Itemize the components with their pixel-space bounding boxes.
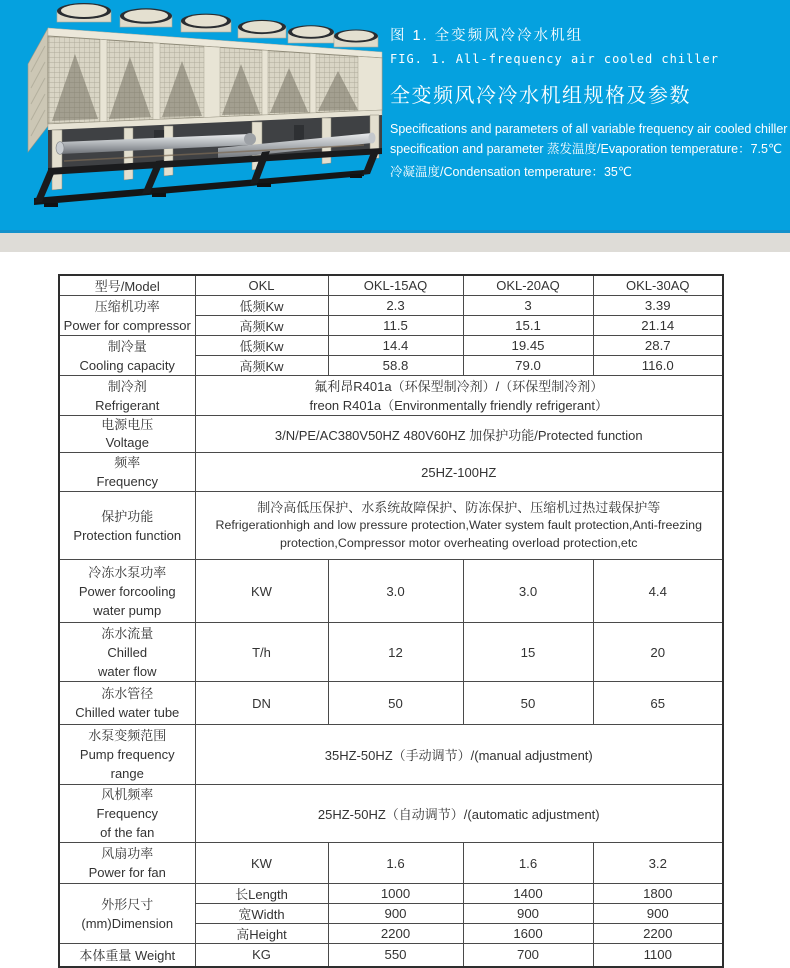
unit-length: 长Length [195,884,328,904]
cell-value: 15 [463,623,593,682]
label-fan-power: 风扇功率 Power for fan [59,843,195,884]
unit-height: 高Height [195,924,328,944]
table-row-header [59,275,723,296]
label-frequency: 频率 Frequency [59,453,195,492]
table-row-weight [59,944,723,967]
unit-kw: KW [195,843,328,884]
cell-voltage-value: 3/N/PE/AC380V50HZ 480V60HZ 加保护功能/Protected function [195,416,723,453]
cell-value: 15.1 [463,316,593,336]
table-row-protection [59,492,723,560]
subtitle-line-1: Specifications and parameters of all variable frequency air cooled chiller [390,122,788,136]
cell-value: 21.14 [593,316,723,336]
cell-value: 19.45 [463,336,593,356]
cell-value: 65 [593,682,723,725]
cell-fan-freq-value: 25HZ-50HZ（自动调节）/(automatic adjustment) [195,785,723,843]
cell-value: 1.6 [328,843,463,884]
hero-text-block [390,24,787,182]
subtitle-line-3: 冷凝温度/Condensation temperature：35℃ [390,165,632,179]
label-water-tube: 冻水管径 Chilled water tube [59,682,195,725]
subtitle-line-2: specification and parameter 蒸发温度/Evaporation temperature：7.5℃ [390,142,782,156]
label-dimension: 外形尺寸 (mm)Dimension [59,884,195,944]
label-pump-freq: 水泵变频范围 Pump frequency range [59,725,195,785]
header-model-okl15aq: OKL-15AQ [328,275,463,296]
unit-high-freq: 高频Kw [195,356,328,376]
cell-value: 11.5 [328,316,463,336]
cell-value: 550 [328,944,463,967]
cell-frequency-value: 25HZ-100HZ [195,453,723,492]
figure-caption-en: FIG. 1. All-frequency air cooled chiller [390,52,719,66]
table-row-cooling-low [59,336,723,356]
chiller-product-image [4,2,392,228]
cell-value: 116.0 [593,356,723,376]
unit-low-freq: 低频Kw [195,296,328,316]
header-model-okl20aq: OKL-20AQ [463,275,593,296]
cell-value: 1100 [593,944,723,967]
figure-caption-cn: 图 1. 全变频风冷冷水机组 [390,28,584,44]
spec-table [58,274,724,968]
page-title: 全变频风冷冷水机组规格及参数 [390,85,691,107]
unit-kg: KG [195,944,328,967]
cell-value: 1.6 [463,843,593,884]
cell-value: 1600 [463,924,593,944]
cell-value: 3.2 [593,843,723,884]
unit-dn: DN [195,682,328,725]
cell-value: 900 [593,904,723,924]
label-protection: 保护功能 Protection function [59,492,195,560]
cell-value: 58.8 [328,356,463,376]
cell-value: 12 [328,623,463,682]
table-row-compressor-low [59,296,723,316]
table-row-frequency [59,453,723,492]
cell-value: 50 [328,682,463,725]
cell-refrigerant-value: 氟利昂R401a（环保型制冷剂）/（环保型制冷剂） freon R401a（Environmentally friendly refrigerant） [195,376,723,416]
cell-value: 3.39 [593,296,723,316]
cell-value: 4.4 [593,560,723,623]
unit-th: T/h [195,623,328,682]
table-row-pump-freq [59,725,723,785]
cell-value: 1000 [328,884,463,904]
header-series: OKL [195,275,328,296]
cell-value: 1800 [593,884,723,904]
cell-value: 1400 [463,884,593,904]
divider-strip [0,233,790,252]
cell-value: 50 [463,682,593,725]
table-row-fan-power [59,843,723,884]
unit-kw: KW [195,560,328,623]
cell-value: 2200 [328,924,463,944]
cell-value: 900 [328,904,463,924]
cell-value: 28.7 [593,336,723,356]
label-fan-freq: 风机频率 Frequency of the fan [59,785,195,843]
header-model-okl30aq: OKL-30AQ [593,275,723,296]
cell-value: 20 [593,623,723,682]
cell-value: 2.3 [328,296,463,316]
table-row-pump-power [59,560,723,623]
table-row-length [59,884,723,904]
cell-value: 900 [463,904,593,924]
table-row-water-flow [59,623,723,682]
unit-high-freq: 高频Kw [195,316,328,336]
table-row-water-tube [59,682,723,725]
unit-low-freq: 低频Kw [195,336,328,356]
label-water-flow: 冻水流量 Chilled water flow [59,623,195,682]
header-model-label: 型号/Model [59,275,195,296]
label-pump-power: 冷冻水泵功率 Power forcooling water pump [59,560,195,623]
hero-subtitles [390,119,787,182]
table-row-voltage [59,416,723,453]
label-compressor-power: 压缩机功率 Power for compressor [59,296,195,336]
cell-protection-value: 制冷高低压保护、水系统故障保护、防冻保护、压缩机过热过载保护等 Refrigerationhigh and low pressure protection,Water system fault protection,Anti-freezing protection,Compressor motor overheating overload protection,etc [195,492,723,560]
cell-value: 14.4 [328,336,463,356]
label-refrigerant: 制冷剂 Refrigerant [59,376,195,416]
label-weight: 本体重量 Weight [59,944,195,967]
cell-value: 3.0 [463,560,593,623]
table-row-fan-freq [59,785,723,843]
label-cooling-capacity: 制冷量 Cooling capacity [59,336,195,376]
cell-value: 700 [463,944,593,967]
cell-value: 3 [463,296,593,316]
unit-width: 宽Width [195,904,328,924]
cell-value: 3.0 [328,560,463,623]
hero-banner [0,0,790,233]
cell-pump-freq-value: 35HZ-50HZ（手动调节）/(manual adjustment) [195,725,723,785]
label-voltage: 电源电压 Voltage [59,416,195,453]
cell-value: 2200 [593,924,723,944]
table-row-refrigerant [59,376,723,416]
cell-value: 79.0 [463,356,593,376]
